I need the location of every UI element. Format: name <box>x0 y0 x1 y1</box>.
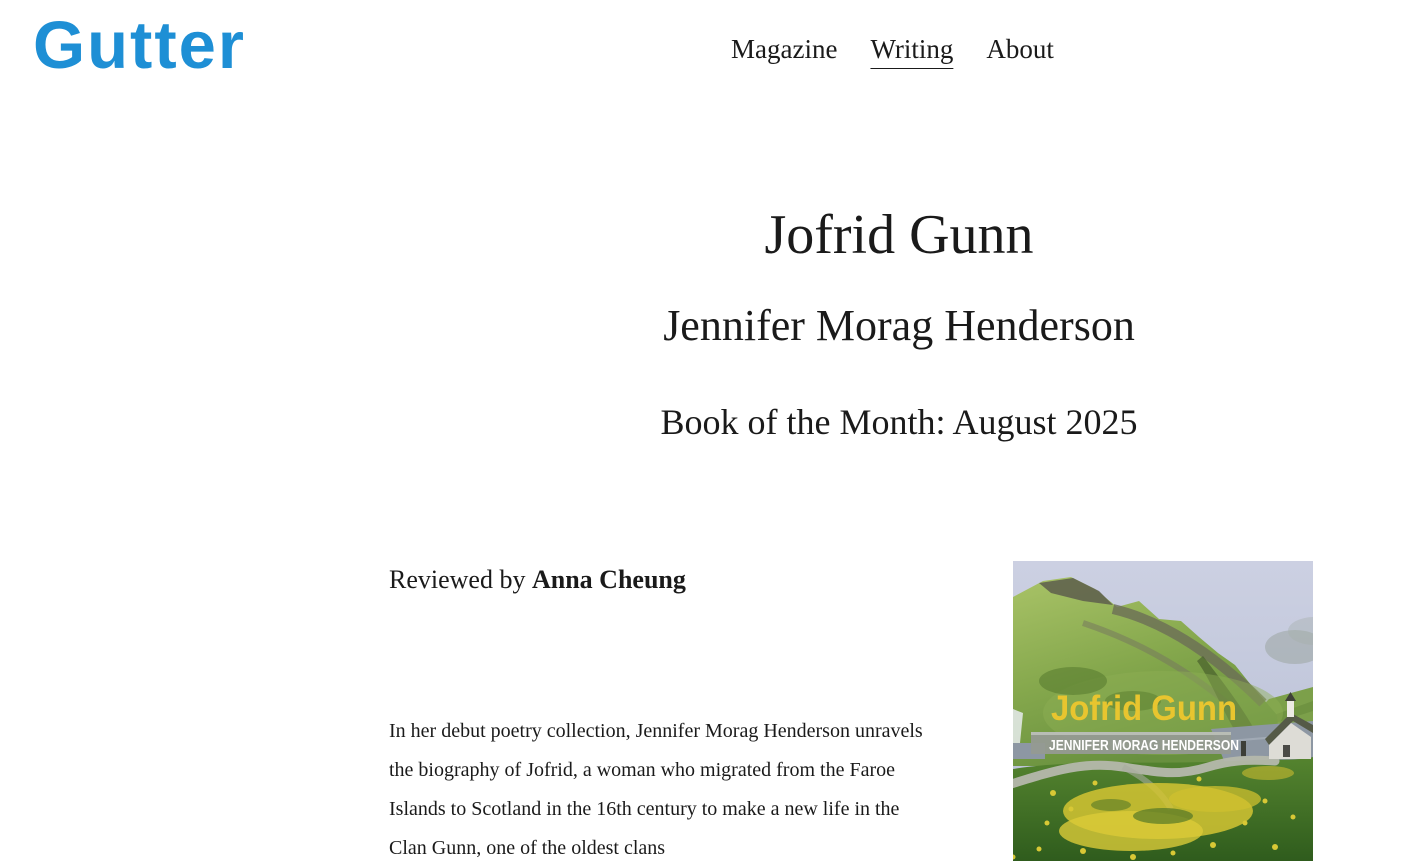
cover-church-door <box>1283 745 1290 757</box>
nav-item-magazine[interactable]: Magazine <box>731 34 838 64</box>
cover-flower-drift-4 <box>1242 766 1294 780</box>
cover-post <box>1241 741 1246 757</box>
cover-church-steeple <box>1287 701 1294 717</box>
article-subtitle: Book of the Month: August 2025 <box>660 402 1138 442</box>
nav-item-writing[interactable]: Writing <box>870 34 954 64</box>
article-title: Jofrid Gunn <box>764 204 1034 266</box>
review-body-paragraph: In her debut poetry collection, Jennifer Morag Henderson unravels the biography of Jofrid, a woman who migrated from the Faroe Islands to Scotland in the 16th century to make a new life in the Clan Gunn, one of the oldest clans <box>389 720 923 859</box>
book-cover-image <box>1013 561 1313 861</box>
reviewed-by-label: Reviewed by <box>389 565 532 594</box>
cover-grass-gap-2 <box>1091 799 1131 811</box>
cover-grass-gap-1 <box>1133 808 1193 824</box>
cover-author-text: JENNIFER MORAG HENDERSON <box>1049 737 1239 754</box>
article-author: Jennifer Morag Henderson <box>663 301 1135 350</box>
reviewer-name: Anna Cheung <box>531 565 686 594</box>
nav-item-about[interactable]: About <box>986 34 1054 64</box>
book-cover-art <box>1013 561 1313 861</box>
main-nav <box>731 33 1054 65</box>
gutter-logo[interactable]: Gutter <box>33 8 246 83</box>
cover-flower-drift-3 <box>1169 786 1261 812</box>
cover-wall-top <box>1031 732 1231 735</box>
cover-title-text: Jofrid Gunn <box>1051 689 1237 728</box>
reviewed-by-line <box>389 563 686 597</box>
